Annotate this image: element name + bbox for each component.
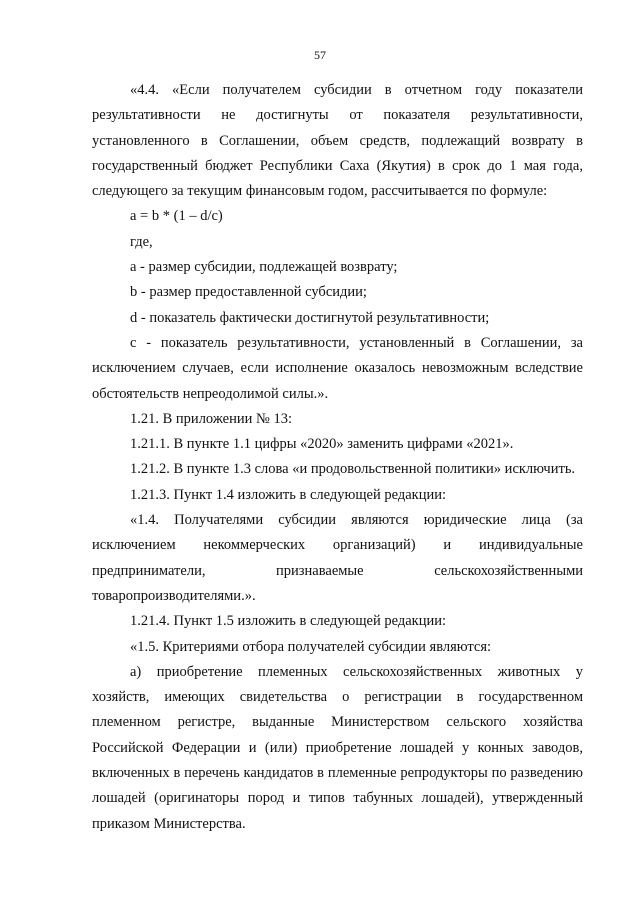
paragraph-1-21: 1.21. В приложении № 13: [130,410,292,427]
paragraph-1-4: «1.4. Получателями субсидии являются юридические лица (за исключением некоммерческих организаций) и индивидуальные предприниматели, признаваемые сельскохозяйственными товаропроизводителями.». [92,512,583,604]
paragraph-4-4: «4.4. «Если получателем субсидии в отчетном году показатели результативности не достигнуты от показателя результативности, установленного в Соглашении, объем средств, подлежащий возврату в государственный бюджет Республики Саха (Якутия) в срок до 1 мая года, следующего за текущим финансовым годом, рассчитывается по формуле: [92,82,583,200]
formula: a = b * (1 – d/c) [130,208,223,225]
paragraph-1-21-3: 1.21.3. Пункт 1.4 изложить в следующей редакции: [130,486,447,503]
formula-var-b: b - размер предоставленной субсидии; [130,284,367,301]
paragraph-1-21-2: 1.21.2. В пункте 1.3 слова «и продовольственной политики» исключить. [130,461,576,478]
page-number: 57 [314,48,326,62]
paragraph-1-5: «1.5. Критериями отбора получателей субсидии являются: [130,638,492,655]
paragraph-1-21-1: 1.21.1. В пункте 1.1 цифры «2020» заменить цифрами «2021». [130,436,514,453]
paragraph-1-21-4: 1.21.4. Пункт 1.5 изложить в следующей редакции: [130,613,447,630]
formula-var-d: d - показатель фактически достигнутой результативности; [130,309,490,326]
formula-where: где, [130,233,153,250]
paragraph-criterion-a: а) приобретение племенных сельскохозяйственных животных у хозяйств, имеющих свидетельства о регистрации в государственном племенном регистре, выданные Министерством сельского хозяйства Российской Федерации и (или) приобретение лошадей у конных заводов, включенных в перечень кандидатов в племенные репродукторы по разведению лошадей (оригинаторы пород и типов табунных лошадей), утвержденный приказом Министерства. [92,663,583,832]
document-body [92,78,583,837]
formula-var-c: с - показатель результативности, установленный в Соглашении, за исключением случаев, если исполнение оказалось невозможным вследствие обстоятельств непреодолимой силы.». [92,334,583,402]
formula-var-a: а - размер субсидии, подлежащей возврату; [130,259,398,276]
